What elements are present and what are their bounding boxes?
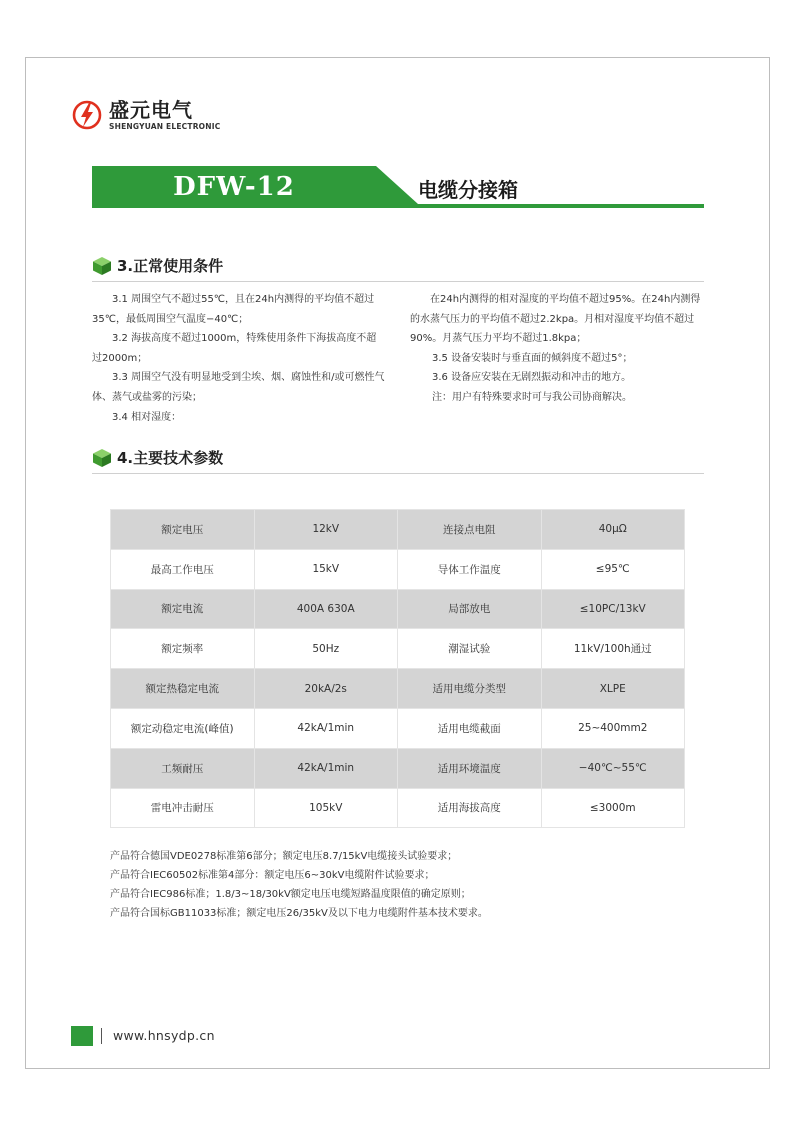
tech-spec-table	[110, 509, 685, 828]
condition-3-1: 3.1 周围空气不超过55℃，且在24h内测得的平均值不超过35℃，最低周围空气温度−40℃；	[92, 294, 375, 325]
spec-label: 额定动稳定电流(峰值)	[111, 708, 255, 748]
section-3-heading	[92, 254, 704, 280]
condition-3-5: 3.5 设备安装时与垂直面的倾斜度不超过5°；	[432, 352, 633, 364]
spec-value: 15kV	[254, 549, 398, 589]
spec-label: 工频耐压	[111, 748, 255, 788]
brand-logo	[72, 100, 232, 134]
spec-value: 42kA/1min	[254, 748, 398, 788]
table-row	[111, 510, 685, 550]
product-model: DFW-12	[173, 172, 295, 202]
spec-value: 12kV	[254, 510, 398, 550]
footer-divider	[101, 1028, 102, 1044]
spec-value: ≤10PC/13kV	[541, 589, 685, 629]
spec-label: 适用环境温度	[398, 748, 542, 788]
section-3-left-column	[92, 290, 386, 427]
standard-note: 产品符合IEC60502标准第4部分：额定电压6~30kV电缆附件试验要求；	[110, 870, 435, 881]
standard-note: 产品符合IEC986标准；1.8/3~18/30kV额定电压电缆短路温度限值的确定原则；	[110, 889, 471, 900]
standard-note: 产品符合国标GB11033标准；额定电压26/35kV及以下电力电缆附件基本技术要求。	[110, 908, 488, 919]
condition-3-4: 3.4 相对湿度：	[112, 411, 182, 423]
spec-label: 局部放电	[398, 589, 542, 629]
section-4-divider	[92, 473, 704, 474]
spec-label: 额定频率	[111, 629, 255, 669]
section-4-heading	[92, 446, 704, 472]
spec-value: 20kA/2s	[254, 669, 398, 709]
section-4-title: 4.主要技术参数	[117, 449, 224, 467]
spec-label: 潮湿试验	[398, 629, 542, 669]
spec-label: 最高工作电压	[111, 549, 255, 589]
table-row	[111, 589, 685, 629]
spec-value: 105kV	[254, 788, 398, 828]
condition-3-2: 3.2 海拔高度不超过1000m，特殊使用条件下海拔高度不超过2000m；	[92, 333, 377, 364]
brand-subtitle: SHENGYUAN ELECTRONIC	[109, 122, 221, 131]
spec-value: 11kV/100h通过	[541, 629, 685, 669]
spec-label: 适用电缆分类型	[398, 669, 542, 709]
table-row	[111, 549, 685, 589]
footer-green-square	[71, 1026, 93, 1046]
spec-label: 额定电压	[111, 510, 255, 550]
table-row	[111, 708, 685, 748]
brand-name: 盛元电气	[109, 98, 193, 122]
section-3-title: 3.正常使用条件	[117, 257, 224, 275]
product-name: 电缆分接箱	[418, 178, 518, 202]
section-3-divider	[92, 281, 704, 282]
section-3-right-column	[410, 290, 704, 408]
spec-label: 额定热稳定电流	[111, 669, 255, 709]
spec-value: 42kA/1min	[254, 708, 398, 748]
spec-label: 适用海拔高度	[398, 788, 542, 828]
spec-label: 导体工作温度	[398, 549, 542, 589]
standards-notes	[110, 847, 488, 923]
standard-note: 产品符合德国VDE0278标准第6部分；额定电压8.7/15kV电缆接头试验要求；	[110, 851, 458, 862]
humidity-detail: 在24h内测得的相对湿度的平均值不超过95%。在24h内测得的水蒸气压力的平均值不超过2.2kpa。月相对湿度平均值不超过90%。月蒸气压力平均不超过1.8kpa；	[410, 294, 701, 345]
cube-icon	[92, 256, 112, 276]
condition-3-6: 3.6 设备应安装在无剧烈振动和冲击的地方。	[432, 372, 632, 384]
spec-label: 适用电缆截面	[398, 708, 542, 748]
table-row	[111, 629, 685, 669]
spec-value: 25~400mm2	[541, 708, 685, 748]
table-row	[111, 669, 685, 709]
spec-label: 雷电冲击耐压	[111, 788, 255, 828]
spec-value: 40μΩ	[541, 510, 685, 550]
spec-value: XLPE	[541, 669, 685, 709]
spec-label: 额定电流	[111, 589, 255, 629]
table-row	[111, 788, 685, 828]
spec-value: 50Hz	[254, 629, 398, 669]
cube-icon	[92, 448, 112, 468]
table-row	[111, 748, 685, 788]
spec-value: 400A 630A	[254, 589, 398, 629]
spec-value: −40℃~55℃	[541, 748, 685, 788]
spec-value: ≤3000m	[541, 788, 685, 828]
spec-value: ≤95℃	[541, 549, 685, 589]
condition-3-3: 3.3 周围空气没有明显地受到尘埃、烟、腐蚀性和/或可燃性气体、蒸气或盐雾的污染；	[92, 372, 385, 403]
website-link[interactable]: www.hnsydp.cn	[113, 1028, 215, 1043]
condition-note: 注：用户有特殊要求时可与我公司协商解决。	[432, 391, 632, 403]
lightning-logo-icon	[72, 100, 102, 130]
spec-label: 连接点电阻	[398, 510, 542, 550]
